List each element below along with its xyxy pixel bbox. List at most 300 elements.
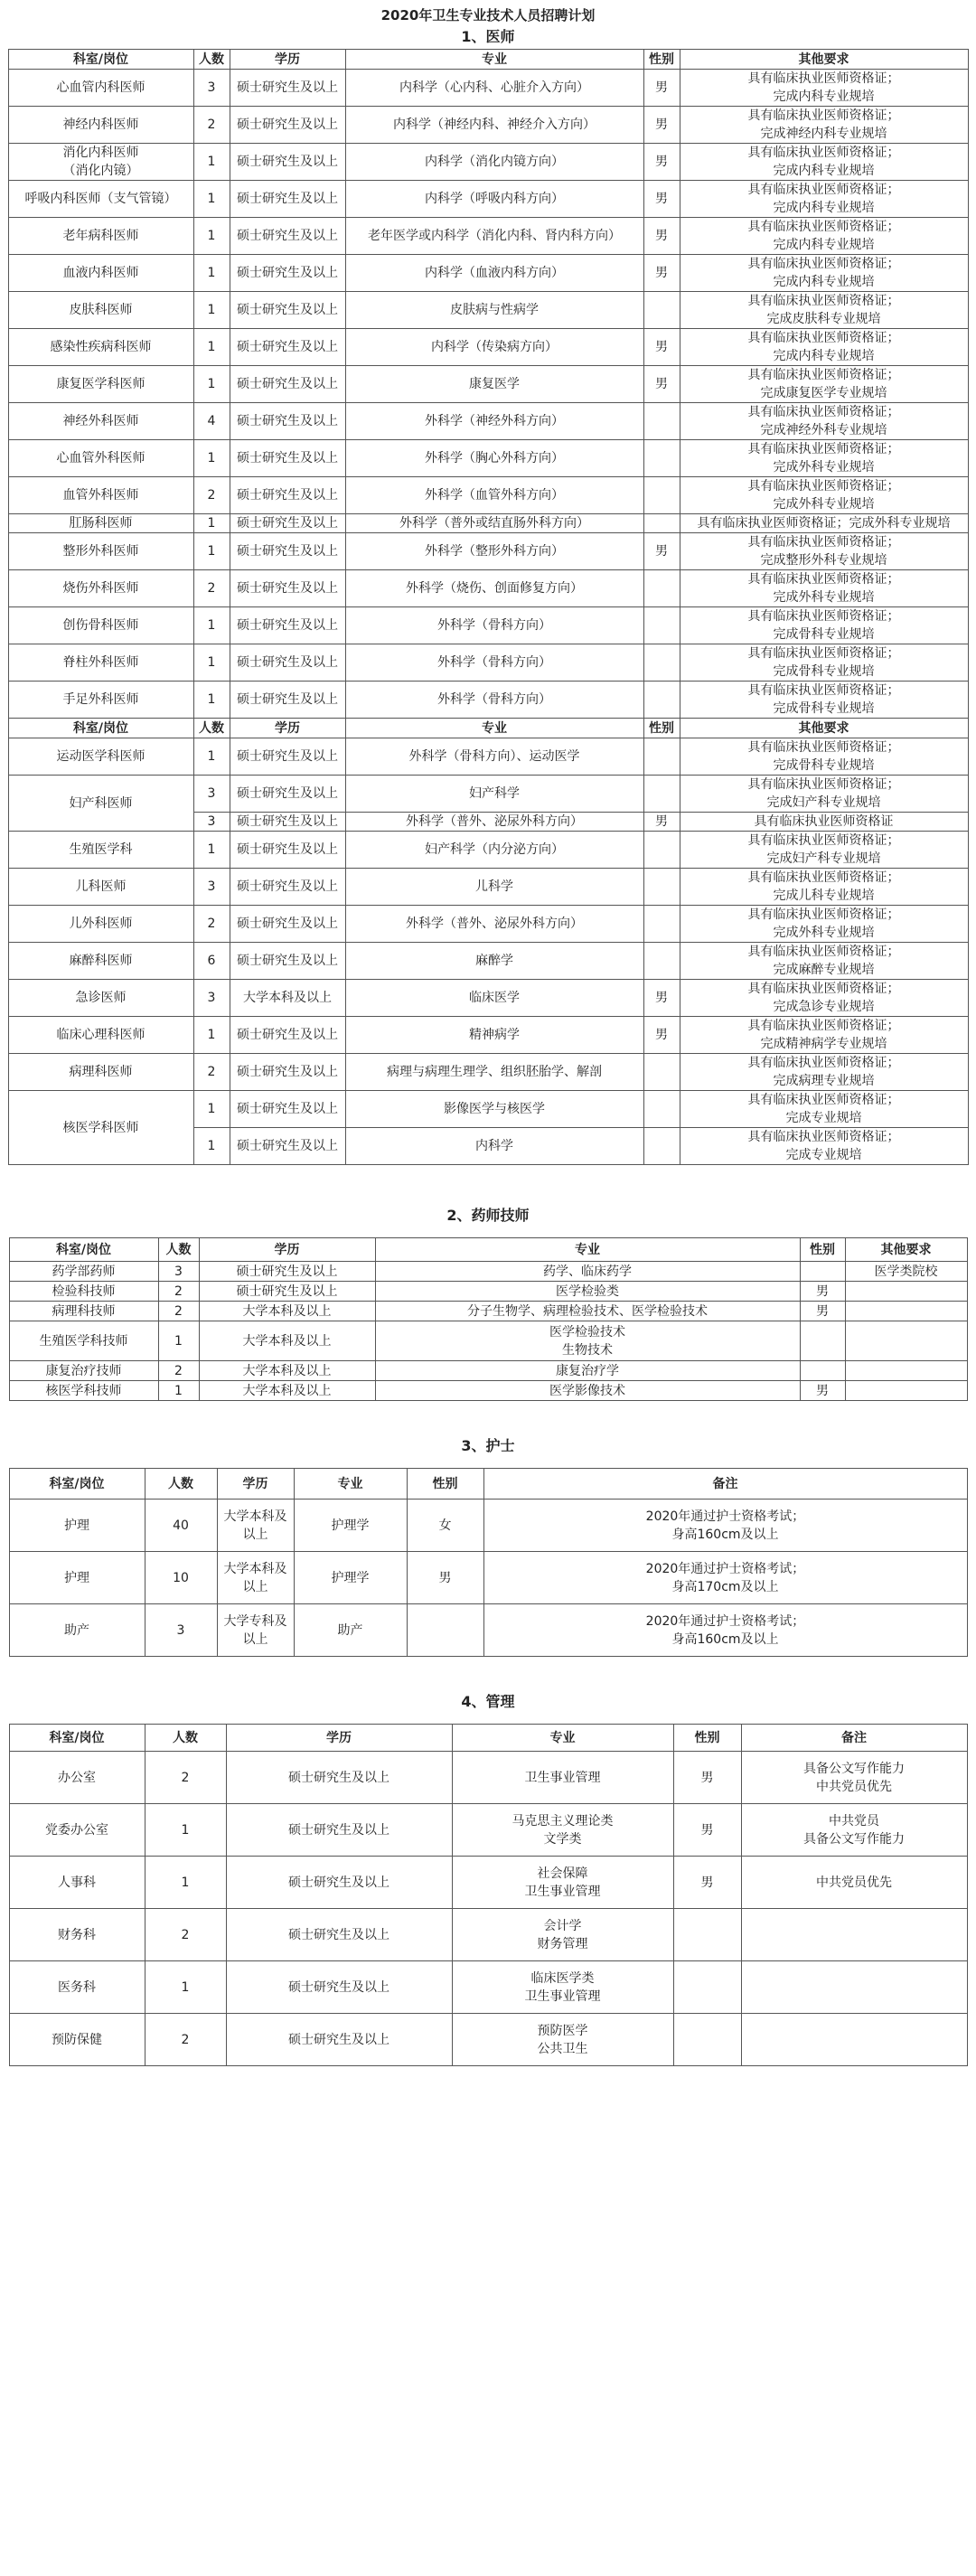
section-mgmt-heading: 4、管理: [461, 1693, 515, 1710]
cell-education: 大学本科及 以上: [217, 1500, 294, 1552]
cell-education: 大学本科及以上: [230, 980, 345, 1017]
cell-education: 硕士研究生及以上: [230, 776, 345, 813]
cell-count: 1: [158, 1381, 199, 1401]
cell-education: 硕士研究生及以上: [230, 292, 345, 329]
cell-education: 硕士研究生及以上: [230, 255, 345, 292]
cell-requirement: 具有临床执业医师资格证； 完成内科专业规培: [680, 255, 968, 292]
table-row: [9, 1804, 967, 1857]
cell-gender: 男: [643, 980, 680, 1017]
cell-major: 医学检验类: [375, 1282, 800, 1302]
cell-dept: 神经内科医师: [8, 107, 193, 144]
cell-education: 大学专科及 以上: [217, 1604, 294, 1657]
table-row: [9, 1752, 967, 1804]
cell-count: 1: [193, 218, 230, 255]
table-row: [8, 1017, 968, 1054]
table-row: [8, 906, 968, 943]
header-dept: 科室/岗位: [9, 1469, 145, 1500]
cell-requirement: 具有临床执业医师资格证； 完成整形外科专业规培: [680, 533, 968, 570]
table-row: [8, 366, 968, 403]
cell-major: 皮肤病与性病学: [345, 292, 643, 329]
cell-requirement: 具有临床执业医师资格证； 完成精神病学专业规培: [680, 1017, 968, 1054]
cell-dept: 手足外科医师: [8, 682, 193, 719]
cell-dept: 心血管外科医师: [8, 440, 193, 477]
cell-gender: [800, 1361, 845, 1381]
cell-education: 硕士研究生及以上: [230, 943, 345, 980]
cell-count: 40: [145, 1500, 217, 1552]
cell-gender: 男: [643, 366, 680, 403]
cell-major: 内科学（呼吸内科方向）: [345, 181, 643, 218]
table-row: [8, 776, 968, 813]
cell-dept: 预防保健: [9, 2014, 145, 2066]
cell-dept: 运动医学科医师: [8, 738, 193, 776]
cell-major: 临床医学类 卫生事业管理: [452, 1961, 673, 2014]
cell-requirement: 具有临床执业医师资格证； 完成外科专业规培: [680, 906, 968, 943]
cell-count: 3: [193, 70, 230, 107]
header-major: 专业: [345, 719, 643, 738]
header-requirement: 其他要求: [680, 719, 968, 738]
cell-gender: [643, 514, 680, 533]
cell-education: 硕士研究生及以上: [226, 1857, 452, 1909]
cell-gender: 男: [673, 1804, 741, 1857]
table-row: [8, 644, 968, 682]
cell-count: 1: [193, 181, 230, 218]
cell-major: 麻醉学: [345, 943, 643, 980]
table-row: [8, 682, 968, 719]
cell-dept: 病理科技师: [9, 1302, 158, 1321]
cell-requirement: [741, 2014, 967, 2066]
table-row: [8, 329, 968, 366]
cell-education: 大学本科及以上: [199, 1381, 375, 1401]
table-row: [8, 1054, 968, 1091]
cell-major: 妇产科学（内分泌方向）: [345, 832, 643, 869]
table-row: [8, 255, 968, 292]
cell-gender: 女: [407, 1500, 483, 1552]
cell-dept: 人事科: [9, 1857, 145, 1909]
cell-gender: 男: [643, 813, 680, 832]
doctors-table: [8, 49, 969, 1165]
cell-count: 6: [193, 943, 230, 980]
cell-count: 1: [193, 255, 230, 292]
cell-count: 10: [145, 1552, 217, 1604]
cell-gender: 男: [643, 1017, 680, 1054]
cell-education: 硕士研究生及以上: [230, 70, 345, 107]
cell-major: 药学、临床药学: [375, 1262, 800, 1282]
cell-gender: 男: [643, 70, 680, 107]
cell-education: 硕士研究生及以上: [230, 1054, 345, 1091]
cell-education: 硕士研究生及以上: [230, 181, 345, 218]
cell-requirement: 具有临床执业医师资格证； 完成妇产科专业规培: [680, 776, 968, 813]
cell-count: 1: [145, 1804, 226, 1857]
header-count: 人数: [145, 1725, 226, 1752]
table-row: [9, 1909, 967, 1961]
cell-education: 硕士研究生及以上: [230, 682, 345, 719]
cell-dept: 儿外科医师: [8, 906, 193, 943]
cell-gender: 男: [800, 1381, 845, 1401]
cell-major: 内科学（血液内科方向）: [345, 255, 643, 292]
table-row: [9, 1961, 967, 2014]
table-row: [8, 70, 968, 107]
cell-education: 硕士研究生及以上: [230, 366, 345, 403]
cell-major: 外科学（血管外科方向）: [345, 477, 643, 514]
cell-major: 预防医学 公共卫生: [452, 2014, 673, 2066]
header-gender: 性别: [407, 1469, 483, 1500]
cell-major: 病理与病理生理学、组织胚胎学、解剖: [345, 1054, 643, 1091]
cell-dept: 血管外科医师: [8, 477, 193, 514]
cell-requirement: 具备公文写作能力 中共党员优先: [741, 1752, 967, 1804]
cell-education: 硕士研究生及以上: [199, 1282, 375, 1302]
cell-requirement: 具有临床执业医师资格证； 完成妇产科专业规培: [680, 832, 968, 869]
cell-count: 1: [193, 832, 230, 869]
cell-major: 护理学: [294, 1500, 407, 1552]
cell-education: 硕士研究生及以上: [230, 533, 345, 570]
cell-gender: [643, 477, 680, 514]
cell-dept: 儿科医师: [8, 869, 193, 906]
header-count: 人数: [145, 1469, 217, 1500]
cell-requirement: 具有临床执业医师资格证； 完成神经外科专业规培: [680, 403, 968, 440]
cell-gender: 男: [673, 1857, 741, 1909]
cell-dept: 病理科医师: [8, 1054, 193, 1091]
cell-major: 影像医学与核医学: [345, 1091, 643, 1128]
cell-education: 大学本科及 以上: [217, 1552, 294, 1604]
cell-requirement: 具有临床执业医师资格证； 完成内科专业规培: [680, 70, 968, 107]
cell-gender: [800, 1321, 845, 1361]
cell-major: 内科学（消化内镜方向）: [345, 144, 643, 181]
table-row: [8, 1091, 968, 1128]
table-row: [9, 1321, 967, 1361]
cell-requirement: 具有临床执业医师资格证: [680, 813, 968, 832]
header-dept: 科室/岗位: [8, 50, 193, 70]
cell-major: 外科学（骨科方向）: [345, 644, 643, 682]
cell-requirement: 中共党员 具备公文写作能力: [741, 1804, 967, 1857]
cell-requirement: 具有临床执业医师资格证；完成外科专业规培: [680, 514, 968, 533]
cell-requirement: 具有临床执业医师资格证； 完成麻醉专业规培: [680, 943, 968, 980]
cell-major: 精神病学: [345, 1017, 643, 1054]
cell-major: 护理学: [294, 1552, 407, 1604]
cell-education: 硕士研究生及以上: [230, 869, 345, 906]
table-row: [8, 292, 968, 329]
cell-requirement: 具有临床执业医师资格证； 完成骨科专业规培: [680, 682, 968, 719]
cell-gender: 男: [673, 1752, 741, 1804]
cell-dept: 麻醉科医师: [8, 943, 193, 980]
cell-dept: 康复医学科医师: [8, 366, 193, 403]
cell-education: 硕士研究生及以上: [230, 1128, 345, 1165]
cell-education: 大学本科及以上: [199, 1321, 375, 1361]
cell-requirement: 中共党员优先: [741, 1857, 967, 1909]
table-row: [8, 477, 968, 514]
cell-major: 卫生事业管理: [452, 1752, 673, 1804]
header-education: 学历: [230, 719, 345, 738]
cell-dept: 护理: [9, 1552, 145, 1604]
cell-gender: [643, 738, 680, 776]
cell-education: 硕士研究生及以上: [230, 440, 345, 477]
cell-major: 内科学（神经内科、神经介入方向）: [345, 107, 643, 144]
cell-dept: 老年病科医师: [8, 218, 193, 255]
cell-requirement: 2020年通过护士资格考试； 身高160cm及以上: [483, 1500, 967, 1552]
cell-requirement: [741, 1909, 967, 1961]
cell-count: 2: [193, 1054, 230, 1091]
cell-dept: 检验科技师: [9, 1282, 158, 1302]
cell-dept: 生殖医学科技师: [9, 1321, 158, 1361]
cell-major: 妇产科学: [345, 776, 643, 813]
cell-gender: 男: [643, 181, 680, 218]
cell-education: 硕士研究生及以上: [230, 570, 345, 607]
cell-requirement: 具有临床执业医师资格证； 完成外科专业规培: [680, 440, 968, 477]
cell-education: 硕士研究生及以上: [230, 107, 345, 144]
table-header-row: [8, 719, 968, 738]
cell-dept: 康复治疗技师: [9, 1361, 158, 1381]
cell-major: 临床医学: [345, 980, 643, 1017]
cell-dept: 医务科: [9, 1961, 145, 2014]
header-requirement: 备注: [483, 1469, 967, 1500]
cell-count: 1: [193, 144, 230, 181]
table-row: [8, 514, 968, 533]
table-row: [9, 1381, 967, 1401]
cell-major: 外科学（胸心外科方向）: [345, 440, 643, 477]
table-row: [8, 943, 968, 980]
cell-requirement: [845, 1282, 967, 1302]
cell-education: 硕士研究生及以上: [230, 738, 345, 776]
cell-requirement: [845, 1361, 967, 1381]
cell-dept: 感染性疾病科医师: [8, 329, 193, 366]
cell-education: 硕士研究生及以上: [230, 644, 345, 682]
table-row: [8, 607, 968, 644]
cell-major: 外科学（骨科方向）: [345, 607, 643, 644]
cell-count: 1: [193, 514, 230, 533]
cell-major: 分子生物学、病理检验技术、医学检验技术: [375, 1302, 800, 1321]
cell-major: 外科学（普外、泌尿外科方向）: [345, 906, 643, 943]
cell-requirement: [845, 1381, 967, 1401]
cell-education: 硕士研究生及以上: [230, 813, 345, 832]
cell-count: 2: [145, 2014, 226, 2066]
cell-count: 2: [158, 1302, 199, 1321]
cell-education: 大学本科及以上: [199, 1302, 375, 1321]
cell-dept: 核医学科医师: [8, 1091, 193, 1165]
cell-count: 2: [193, 477, 230, 514]
cell-dept: 妇产科医师: [8, 776, 193, 832]
cell-count: 1: [145, 1857, 226, 1909]
header-major: 专业: [294, 1469, 407, 1500]
cell-requirement: 具有临床执业医师资格证； 完成骨科专业规培: [680, 607, 968, 644]
cell-gender: 男: [800, 1282, 845, 1302]
cell-count: 1: [193, 366, 230, 403]
cell-dept: 脊柱外科医师: [8, 644, 193, 682]
cell-education: 硕士研究生及以上: [230, 329, 345, 366]
cell-requirement: 具有临床执业医师资格证； 完成骨科专业规培: [680, 738, 968, 776]
cell-gender: [643, 682, 680, 719]
header-gender: 性别: [643, 719, 680, 738]
table-row: [9, 1857, 967, 1909]
cell-count: 2: [145, 1909, 226, 1961]
cell-dept: 整形外科医师: [8, 533, 193, 570]
cell-count: 1: [193, 533, 230, 570]
cell-major: 内科学: [345, 1128, 643, 1165]
table-row: [8, 107, 968, 144]
cell-dept: 肛肠科医师: [8, 514, 193, 533]
cell-education: 硕士研究生及以上: [230, 906, 345, 943]
cell-dept: 心血管内科医师: [8, 70, 193, 107]
cell-count: 4: [193, 403, 230, 440]
cell-major: 内科学（心内科、心脏介入方向）: [345, 70, 643, 107]
cell-requirement: 具有临床执业医师资格证； 完成骨科专业规培: [680, 644, 968, 682]
cell-requirement: 医学类院校: [845, 1262, 967, 1282]
cell-count: 1: [145, 1961, 226, 2014]
cell-count: 3: [193, 869, 230, 906]
cell-requirement: 具有临床执业医师资格证； 完成病理专业规培: [680, 1054, 968, 1091]
cell-gender: [800, 1262, 845, 1282]
cell-education: 硕士研究生及以上: [226, 1961, 452, 2014]
header-gender: 性别: [643, 50, 680, 70]
cell-major: 会计学 财务管理: [452, 1909, 673, 1961]
cell-major: 外科学（普外、泌尿外科方向）: [345, 813, 643, 832]
cell-dept: 神经外科医师: [8, 403, 193, 440]
cell-major: 老年医学或内科学（消化内科、肾内科方向）: [345, 218, 643, 255]
cell-requirement: 具有临床执业医师资格证； 完成神经内科专业规培: [680, 107, 968, 144]
cell-gender: [643, 403, 680, 440]
cell-dept: 办公室: [9, 1752, 145, 1804]
header-requirement: 其他要求: [845, 1238, 967, 1262]
header-requirement: 其他要求: [680, 50, 968, 70]
cell-count: 1: [193, 292, 230, 329]
cell-dept: 血液内科医师: [8, 255, 193, 292]
cell-requirement: 具有临床执业医师资格证； 完成儿科专业规培: [680, 869, 968, 906]
section-pharma-heading: 2、药师技师: [446, 1207, 530, 1224]
cell-dept: 药学部药师: [9, 1262, 158, 1282]
cell-gender: 男: [643, 144, 680, 181]
cell-gender: 男: [643, 329, 680, 366]
cell-major: 外科学（神经外科方向）: [345, 403, 643, 440]
table-header-row: [9, 1238, 967, 1262]
cell-gender: [643, 869, 680, 906]
cell-major: 医学影像技术: [375, 1381, 800, 1401]
cell-gender: [673, 2014, 741, 2066]
header-count: 人数: [158, 1238, 199, 1262]
cell-education: 硕士研究生及以上: [230, 403, 345, 440]
cell-requirement: 具有临床执业医师资格证； 完成外科专业规培: [680, 477, 968, 514]
cell-gender: 男: [643, 218, 680, 255]
table-row: [9, 1604, 967, 1657]
table-row: [8, 738, 968, 776]
cell-dept: 皮肤科医师: [8, 292, 193, 329]
cell-dept: 助产: [9, 1604, 145, 1657]
cell-gender: 男: [407, 1552, 483, 1604]
cell-dept: 核医学科技师: [9, 1381, 158, 1401]
cell-gender: 男: [643, 255, 680, 292]
cell-gender: [673, 1961, 741, 2014]
document-title: 2020年卫生专业技术人员招聘计划: [380, 7, 596, 24]
cell-dept: 创伤骨科医师: [8, 607, 193, 644]
cell-gender: [643, 776, 680, 813]
cell-education: 硕士研究生及以上: [226, 2014, 452, 2066]
header-major: 专业: [375, 1238, 800, 1262]
mgmt-table: [9, 1724, 968, 2066]
table-row: [9, 1500, 967, 1552]
cell-major: 康复治疗学: [375, 1361, 800, 1381]
cell-count: 3: [193, 776, 230, 813]
header-education: 学历: [199, 1238, 375, 1262]
table-row: [8, 869, 968, 906]
section-doctors-heading: 1、医师: [461, 28, 515, 45]
cell-gender: 男: [800, 1302, 845, 1321]
cell-education: 大学本科及以上: [199, 1361, 375, 1381]
cell-education: 硕士研究生及以上: [230, 514, 345, 533]
cell-dept: 烧伤外科医师: [8, 570, 193, 607]
table-row: [9, 1302, 967, 1321]
header-count: 人数: [193, 50, 230, 70]
table-row: [9, 1552, 967, 1604]
cell-count: 1: [193, 1128, 230, 1165]
cell-count: 1: [193, 329, 230, 366]
cell-education: 硕士研究生及以上: [230, 477, 345, 514]
cell-gender: [407, 1604, 483, 1657]
section-nurse-heading: 3、护士: [461, 1437, 515, 1454]
header-count: 人数: [193, 719, 230, 738]
cell-dept: 急诊医师: [8, 980, 193, 1017]
header-major: 专业: [345, 50, 643, 70]
cell-gender: [643, 1091, 680, 1128]
cell-major: 医学检验技术 生物技术: [375, 1321, 800, 1361]
cell-requirement: 具有临床执业医师资格证； 完成专业规培: [680, 1128, 968, 1165]
cell-count: 1: [193, 682, 230, 719]
cell-count: 3: [193, 980, 230, 1017]
cell-major: 外科学（骨科方向）、运动医学: [345, 738, 643, 776]
cell-dept: 临床心理科医师: [8, 1017, 193, 1054]
cell-major: 内科学（传染病方向）: [345, 329, 643, 366]
cell-dept: 生殖医学科: [8, 832, 193, 869]
cell-gender: [643, 832, 680, 869]
cell-count: 2: [158, 1361, 199, 1381]
cell-education: 硕士研究生及以上: [226, 1909, 452, 1961]
cell-count: 1: [193, 738, 230, 776]
cell-education: 硕士研究生及以上: [230, 144, 345, 181]
cell-requirement: [845, 1302, 967, 1321]
cell-requirement: 具有临床执业医师资格证； 完成内科专业规培: [680, 181, 968, 218]
table-row: [8, 533, 968, 570]
cell-dept: 财务科: [9, 1909, 145, 1961]
cell-count: 1: [193, 1017, 230, 1054]
cell-gender: [643, 607, 680, 644]
cell-gender: [643, 644, 680, 682]
cell-requirement: 具有临床执业医师资格证； 完成康复医学专业规培: [680, 366, 968, 403]
cell-gender: [643, 292, 680, 329]
table-row: [8, 403, 968, 440]
cell-requirement: [741, 1961, 967, 2014]
cell-count: 1: [193, 607, 230, 644]
table-row: [9, 1282, 967, 1302]
table-row: [8, 218, 968, 255]
cell-education: 硕士研究生及以上: [230, 1017, 345, 1054]
cell-major: 儿科学: [345, 869, 643, 906]
cell-major: 外科学（烧伤、创面修复方向）: [345, 570, 643, 607]
table-row: [8, 440, 968, 477]
table-row: [8, 980, 968, 1017]
cell-count: 3: [193, 813, 230, 832]
cell-requirement: 具有临床执业医师资格证； 完成内科专业规培: [680, 218, 968, 255]
cell-requirement: 具有临床执业医师资格证； 完成内科专业规培: [680, 329, 968, 366]
header-education: 学历: [217, 1469, 294, 1500]
cell-dept: 消化内科医师 （消化内镜）: [8, 144, 193, 181]
header-gender: 性别: [673, 1725, 741, 1752]
cell-education: 硕士研究生及以上: [230, 832, 345, 869]
cell-gender: [643, 570, 680, 607]
table-header-row: [9, 1725, 967, 1752]
cell-count: 1: [158, 1321, 199, 1361]
table-row: [9, 1262, 967, 1282]
table-row: [8, 181, 968, 218]
cell-requirement: 2020年通过护士资格考试； 身高170cm及以上: [483, 1552, 967, 1604]
cell-count: 2: [158, 1282, 199, 1302]
cell-requirement: 具有临床执业医师资格证； 完成皮肤科专业规培: [680, 292, 968, 329]
cell-requirement: 具有临床执业医师资格证； 完成急诊专业规培: [680, 980, 968, 1017]
